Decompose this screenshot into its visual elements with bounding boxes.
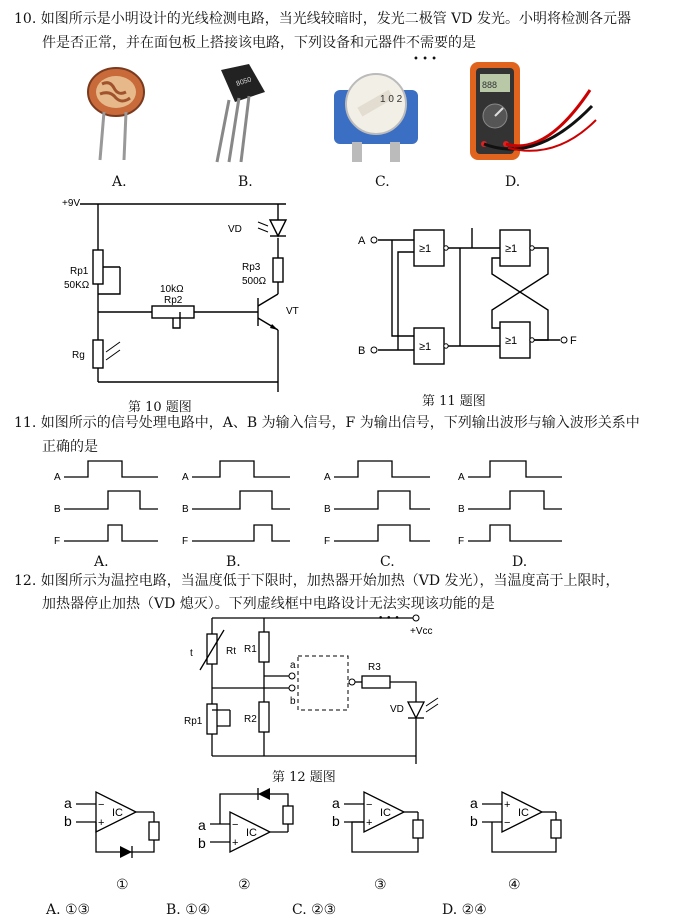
wave-d-B: B [458, 504, 465, 515]
q10-option-c: C. [375, 174, 390, 190]
q11-line1: 11. 如图所示的信号处理电路中，A、B 为输入信号，F 为输出信号，下列输出波形与输入波形关系中 [14, 415, 640, 431]
rt-label: Rt [226, 646, 236, 657]
q10-line2: 件是否正常，并在面包板上搭接该电路，下列设备和元器件不需要的是 [42, 35, 476, 51]
sub3-a: a [332, 795, 340, 811]
q12-line1: 12. 如图所示为温控电路，当温度低于下限时，加热器开始加热（VD 发光），当温度高于上限时， [14, 573, 620, 589]
node-a-label: a [290, 660, 296, 671]
sub3-ic: IC [380, 807, 391, 819]
rp1-label: Rp1 [184, 716, 203, 727]
rp2-value: 10kΩ [160, 284, 184, 295]
q11-waveforms [40, 455, 680, 555]
sub2-ic: IC [246, 827, 257, 839]
gate4-label: ≥1 [505, 335, 518, 347]
t-label: t [190, 648, 193, 659]
rp3-value: 500Ω [242, 276, 267, 287]
r1-label: R1 [244, 644, 257, 655]
sub-label-3: ③ [374, 877, 387, 893]
q11-caption: 第 11 题图 [422, 394, 486, 409]
svg-text:+: + [232, 837, 239, 849]
chip-label: 8050 [235, 76, 253, 88]
sub2-b: b [198, 835, 206, 851]
wave-a-F: F [54, 536, 61, 547]
q11-line2: 正确的是 [42, 439, 98, 455]
svg-text:1 0 2: 1 0 2 [380, 94, 403, 105]
wave-c-A: A [324, 472, 331, 483]
sub4-b: b [470, 813, 478, 829]
potentiometer-image [328, 62, 424, 166]
photoresistor-image [70, 62, 160, 162]
output-f-label: F [570, 335, 577, 347]
q11-option-b: B. [226, 554, 241, 570]
wave-b-A: A [182, 472, 189, 483]
multimeter-image [466, 60, 600, 164]
rp3-label: Rp3 [242, 262, 261, 273]
transistor-image [205, 62, 275, 166]
emphasis-dots: • • • [413, 54, 438, 65]
q12-answer-c: C. ②③ [292, 902, 337, 918]
sub2-a: a [198, 817, 206, 833]
q12-answer-a: A. ①③ [46, 902, 91, 918]
sub-label-4: ④ [508, 877, 521, 893]
gate3-label: ≥1 [419, 341, 432, 353]
gate1-label: ≥1 [419, 243, 432, 255]
vcc-label: +Vcc [410, 626, 433, 637]
q10-option-d: D. [505, 174, 521, 190]
svg-text:888: 888 [482, 80, 498, 90]
r3-label: R3 [368, 662, 381, 673]
vt-label: VT [286, 306, 299, 317]
rp2-label: Rp2 [164, 295, 183, 306]
sub4-ic: IC [518, 807, 529, 819]
svg-text:+: + [504, 799, 511, 811]
q11-logic-diagram [352, 218, 588, 368]
q12-answer-b: B. ①④ [166, 902, 211, 918]
q12-answer-d: D. ②④ [442, 902, 487, 918]
sub-label-2: ② [238, 877, 251, 893]
sub3-b: b [332, 813, 340, 829]
q11-option-a: A. [94, 554, 109, 570]
vd-label-q12: VD [390, 704, 404, 715]
q12-line2: 加热器停止加热（VD 熄灭）。下列虚线框中电路设计无法实现该功能的是 [42, 596, 495, 612]
emphasis-dots-q12: • • • [378, 614, 400, 624]
rp1-label: Rp1 [70, 266, 89, 277]
sub1-a: a [64, 795, 72, 811]
sub1-b: b [64, 813, 72, 829]
svg-text:−: − [366, 799, 373, 811]
supply-label: +9V [62, 198, 81, 209]
q10-option-b: B. [238, 174, 253, 190]
r2-label: R2 [244, 714, 257, 725]
wave-b-F: F [182, 536, 189, 547]
sub1-ic: IC [112, 807, 123, 819]
wave-a-B: B [54, 504, 61, 515]
node-b-label: b [290, 696, 296, 707]
gate2-label: ≥1 [505, 243, 518, 255]
q11-option-c: C. [380, 554, 395, 570]
input-a-label: A [358, 235, 366, 247]
q12-circuit-diagram [180, 610, 460, 770]
q12-caption: 第 12 题图 [272, 770, 336, 785]
input-b-label: B [358, 345, 366, 357]
svg-text:−: − [98, 799, 105, 811]
q10-caption: 第 10 题图 [128, 400, 192, 415]
q10-option-a: A. [112, 174, 127, 190]
rp1-value: 50KΩ [64, 280, 90, 291]
svg-text:−: − [232, 819, 239, 831]
sub4-a: a [470, 795, 478, 811]
sub-label-1: ① [116, 877, 129, 893]
wave-c-B: B [324, 504, 331, 515]
q11-option-d: D. [512, 554, 528, 570]
svg-text:+: + [98, 817, 105, 829]
wave-d-A: A [458, 472, 465, 483]
q10-line1: 10. 如图所示是小明设计的光线检测电路，当光线较暗时，发光二极管 VD 发光。小明将检测各元器 [14, 11, 631, 27]
q12-subcircuits [62, 786, 662, 876]
wave-d-F: F [458, 536, 465, 547]
svg-text:−: − [504, 817, 511, 829]
wave-b-B: B [182, 504, 189, 515]
wave-a-A: A [54, 472, 61, 483]
q10-circuit-diagram [50, 192, 310, 392]
svg-text:+: + [366, 817, 373, 829]
rg-label: Rg [72, 350, 85, 361]
wave-c-F: F [324, 536, 331, 547]
vd-label: VD [228, 224, 242, 235]
